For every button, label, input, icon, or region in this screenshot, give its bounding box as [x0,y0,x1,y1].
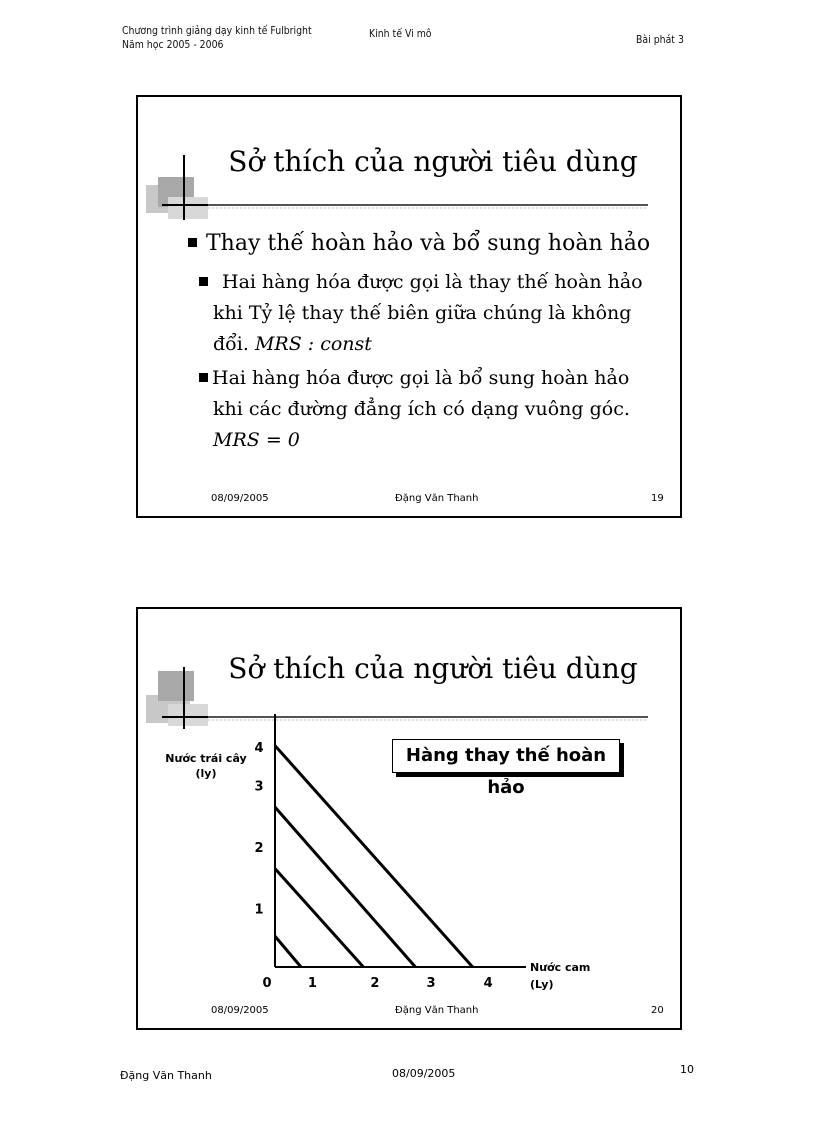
footer-page: 10 [680,1063,694,1076]
y-tick-label: 1 [254,902,264,918]
y-label-line1: Nước trái cây [165,752,247,765]
y-tick-label: 3 [254,779,264,795]
sub-bullet-1-text: Hai hàng hóa được gọi là thay thế hoàn hảo khi Tỷ lệ thay thế biên giữa chúng là không đổi. [213,271,643,355]
slide-date: 08/09/2005 [211,493,269,504]
main-bullet [188,231,650,256]
x-label-line2: (Ly) [530,978,554,991]
header-lecture: Bài phát 3 [636,33,684,46]
slide-number: 20 [651,1005,664,1016]
main-bullet-text: Thay thế hoàn hảo và bổ sung hoàn hảo [206,231,651,256]
x-tick-label: 3 [426,976,436,991]
perfect-substitutes-chart [138,609,680,1028]
bullet-icon [188,238,197,247]
indifference-3-line [275,807,415,967]
slide-author: Đặng Văn Thanh [395,493,479,504]
slide-author: Đặng Văn Thanh [395,1005,479,1016]
sub-bullet-2-text: Hai hàng hóa được gọi là bổ sung hoàn hảo khi các đường đẳng ích có dạng vuông góc. [212,367,630,420]
x-tick-label: 0 [262,976,272,991]
sub-bullet-2-formula: MRS = 0 [213,429,300,451]
indifference-1-line [275,936,301,967]
y-tick-label: 4 [254,740,264,756]
sub-bullet-1-formula: MRS : const [254,333,372,355]
sub-bullet-2 [213,363,653,456]
slide-19 [136,95,682,518]
footer-author: Đặng Văn Thanh [120,1069,212,1082]
x-tick-label: 2 [370,976,380,991]
header-year: Năm học 2005 - 2006 [122,38,224,51]
x-tick-label: 4 [483,976,493,991]
indifference-4-line [275,746,473,967]
slide-title: Sở thích của người tiêu dùng [228,652,638,685]
slide-title: Sở thích của người tiêu dùng [228,145,638,178]
header-course: Kinh tế Vi mô [369,27,432,40]
bullet-icon [199,373,208,382]
slide-number: 19 [651,493,664,504]
x-tick-label: 1 [307,976,317,991]
y-tick-label: 2 [254,841,264,857]
y-label-line2: (ly) [195,767,217,780]
chart-title-box: Hàng thay thế hoàn hảo [392,739,620,773]
header-program: Chương trình giảng dạy kinh tế Fulbright [122,24,312,37]
x-label-line1: Nước cam [530,961,591,974]
slide-date: 08/09/2005 [211,1005,269,1016]
sub-bullet-1 [213,267,653,360]
footer-date: 08/09/2005 [392,1067,456,1080]
bullet-icon [199,277,208,286]
slide-20 [136,607,682,1030]
